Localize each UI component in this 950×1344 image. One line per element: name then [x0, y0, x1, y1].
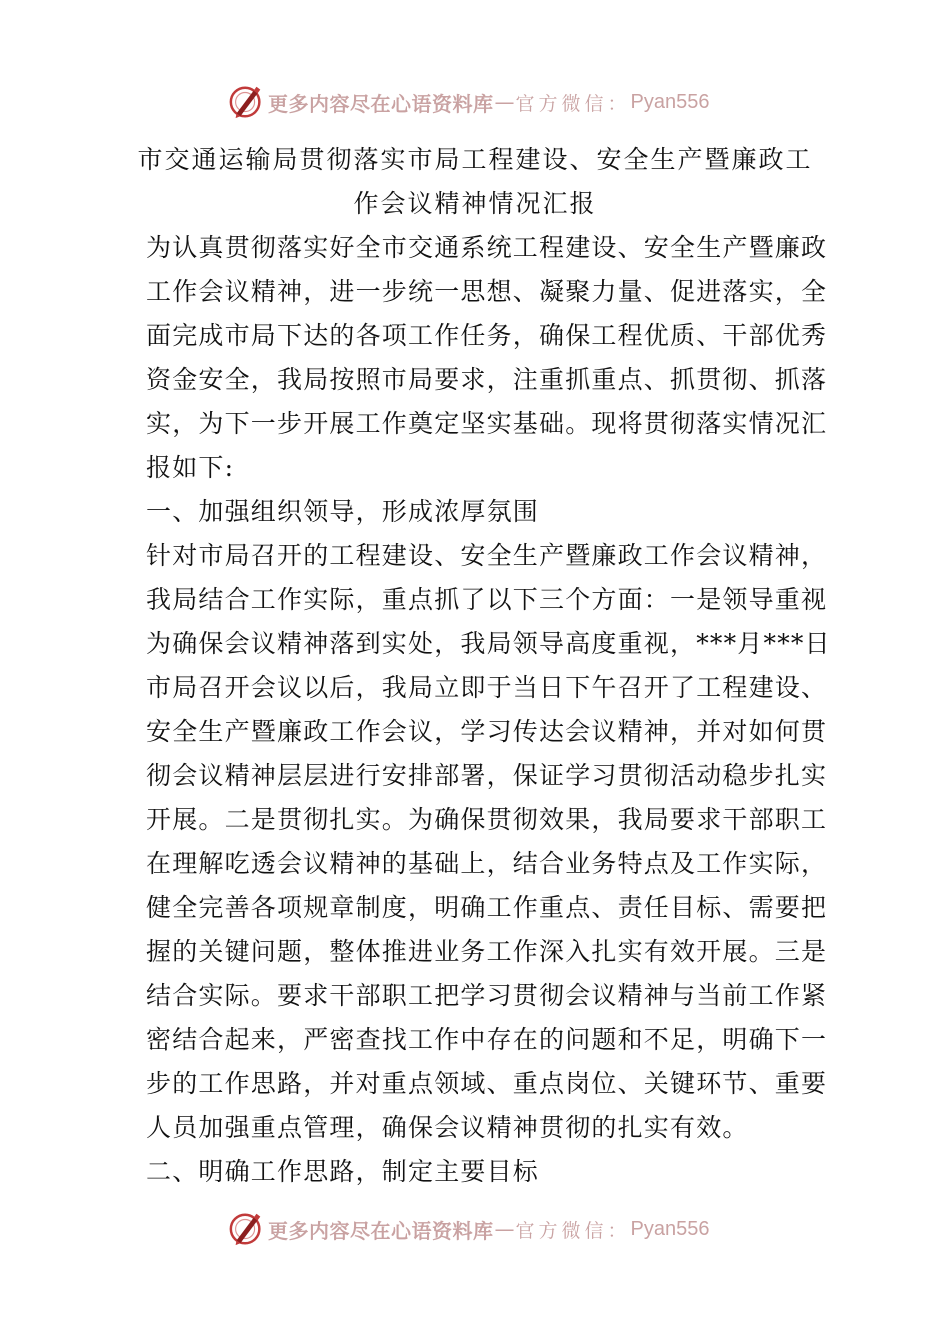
body-line: 安全生产暨廉政工作会议，学习传达会议精神，并对如何贯: [146, 717, 828, 746]
body-line: 彻会议精神层层进行安排部署，保证学习贯彻活动稳步扎实: [146, 761, 828, 790]
body-line: 为确保会议精神落到实处，我局领导高度重视，***月***日: [146, 629, 831, 658]
body-line: 我局结合工作实际，重点抓了以下三个方面：一是领导重视: [146, 585, 828, 614]
document-title-line-1: 市交通运输局贯彻落实市局工程建设、安全生产暨廉政工: [137, 145, 813, 174]
section-heading-2: 二、明确工作思路，制定主要目标: [146, 1157, 540, 1186]
banner-dash: —: [494, 1217, 515, 1241]
body-line: 结合实际。要求干部职工把学习贯彻会议精神与当前工作紧: [146, 981, 828, 1010]
body-line: 实，为下一步开展工作奠定坚实基础。现将贯彻落实情况汇: [146, 409, 828, 438]
banner-wechat-id: Pyan556: [630, 1217, 710, 1240]
pen-logo-icon: [228, 1210, 266, 1248]
section-heading-1: 一、加强组织领导，形成浓厚氛围: [146, 497, 540, 526]
body-line: 市局召开会议以后，我局立即于当日下午召开了工程建设、: [146, 673, 828, 702]
body-line: 资金安全，我局按照市局要求，注重抓重点、抓贯彻、抓落: [146, 365, 828, 394]
banner-brand-text: 更多内容尽在心语资料库: [268, 91, 494, 116]
pen-logo-icon: [228, 83, 266, 121]
banner-wechat-id: Pyan556: [630, 90, 710, 113]
body-line: 为认真贯彻落实好全市交通系统工程建设、安全生产暨廉政: [146, 233, 828, 262]
body-line: 针对市局召开的工程建设、安全生产暨廉政工作会议精神，: [146, 541, 828, 570]
banner-dash: —: [494, 90, 515, 114]
body-line: 在理解吃透会议精神的基础上，结合业务特点及工作实际，: [146, 849, 828, 878]
body-line: 握的关键问题，整体推进业务工作深入扎实有效开展。三是: [146, 937, 828, 966]
body-line: 健全完善各项规章制度，明确工作重点、责任目标、需要把: [146, 893, 828, 922]
body-line: 报如下:: [146, 453, 235, 482]
banner-brand-text: 更多内容尽在心语资料库: [268, 1218, 494, 1243]
footer-banner: [228, 1209, 709, 1249]
body-line: 工作会议精神，进一步统一思想、凝聚力量、促进落实，全: [146, 277, 828, 306]
body-line: 步的工作思路，并对重点领域、重点岗位、关键环节、重要: [146, 1069, 828, 1098]
banner-wechat-label: 官方微信：: [515, 92, 631, 115]
header-banner: [228, 82, 709, 122]
banner-wechat-label: 官方微信：: [515, 1219, 631, 1242]
body-line: 面完成市局下达的各项工作任务，确保工程优质、干部优秀: [146, 321, 828, 350]
body-line: 人员加强重点管理，确保会议精神贯彻的扎实有效。: [146, 1113, 749, 1142]
body-line: 开展。二是贯彻扎实。为确保贯彻效果，我局要求干部职工: [146, 805, 828, 834]
body-line: 密结合起来，严密查找工作中存在的问题和不足，明确下一: [146, 1025, 828, 1054]
document-title-line-2: 作会议精神情况汇报: [353, 189, 597, 218]
